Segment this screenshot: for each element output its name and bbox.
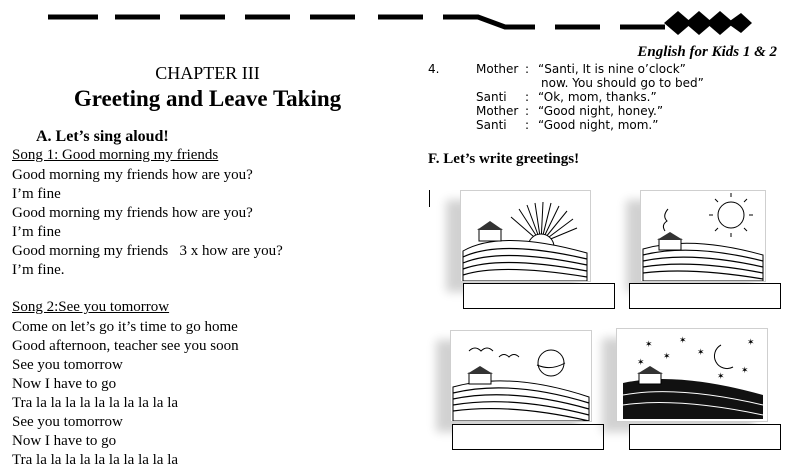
svg-text:✶: ✶ [645, 340, 653, 350]
svg-text:✶: ✶ [741, 366, 749, 376]
dialog-colon: : [525, 104, 530, 118]
picture-afternoon [450, 330, 592, 422]
svg-text:✶: ✶ [717, 372, 725, 382]
svg-text:✶: ✶ [637, 358, 645, 368]
midday-illustration [641, 191, 765, 281]
header-decoration [0, 0, 797, 40]
song1-line-2: I’m fine [12, 186, 61, 202]
answer-box-1[interactable] [463, 283, 615, 309]
dialog-colon: : [525, 62, 530, 76]
text-cursor [429, 190, 430, 207]
svg-text:✶: ✶ [679, 336, 687, 346]
picture-midday [640, 190, 766, 282]
dialog-colon: : [525, 118, 530, 132]
dialog-speaker: Santi [476, 118, 507, 132]
svg-text:✶: ✶ [747, 338, 755, 348]
song1-line-5: Good morning my friends 3 x how are you? [12, 243, 283, 259]
song2-line-8: Tra la la la la la la la la la la [12, 452, 179, 468]
afternoon-illustration [451, 331, 591, 421]
song1-line-3: Good morning my friends how are you? [12, 205, 253, 221]
dialog-speaker: Mother [476, 62, 519, 76]
chapter-title: Greeting and Leave Taking [73, 86, 342, 111]
song2-line-3: See you tomorrow [12, 357, 123, 373]
picture-night [616, 328, 768, 422]
dialog-number: 4. [428, 62, 440, 76]
dialog-utterance: “Santi, It is nine o’clock” [538, 62, 686, 76]
diamond-ornament [664, 11, 752, 35]
song1-line-6: I’m fine. [12, 262, 65, 278]
song2-line-4: Now I have to go [12, 376, 117, 392]
answer-box-4[interactable] [629, 424, 781, 450]
svg-text:✶: ✶ [663, 352, 671, 362]
song2-line-1: Come on let’s go it’s time to go home [12, 319, 238, 335]
dialog-utterance: “Good night, honey.” [538, 104, 664, 118]
answer-box-3[interactable] [452, 424, 604, 450]
dialog-colon: : [525, 90, 530, 104]
sunrise-illustration [461, 191, 590, 281]
dialog-utterance: now. You should go to bed” [541, 76, 704, 90]
picture-sunrise [460, 190, 591, 282]
section-a-heading: A. Let’s sing aloud! [36, 128, 169, 145]
song2-line-6: See you tomorrow [12, 414, 123, 430]
chapter-label: CHAPTER III [155, 63, 260, 83]
svg-text:✶: ✶ [697, 348, 705, 358]
dialog-speaker: Santi [476, 90, 507, 104]
song2-title: Song 2:See you tomorrow [12, 299, 170, 315]
song1-line-4: I’m fine [12, 224, 61, 240]
song1-line-1: Good morning my friends how are you? [12, 167, 253, 183]
song2-line-7: Now I have to go [12, 433, 117, 449]
song2-line-2: Good afternoon, teacher see you soon [12, 338, 239, 354]
book-title: English for Kids 1 & 2 [637, 44, 777, 60]
section-f-heading: F. Let’s write greetings! [428, 151, 580, 167]
dialog-utterance: “Good night, mom.” [538, 118, 659, 132]
night-illustration [617, 329, 767, 421]
answer-box-2[interactable] [629, 283, 781, 309]
dialog-utterance: “Ok, mom, thanks.” [538, 90, 657, 104]
dialog-speaker: Mother [476, 104, 519, 118]
song2-line-5: Tra la la la la la la la la la la [12, 395, 179, 411]
song1-title: Song 1: Good morning my friends [12, 147, 219, 163]
